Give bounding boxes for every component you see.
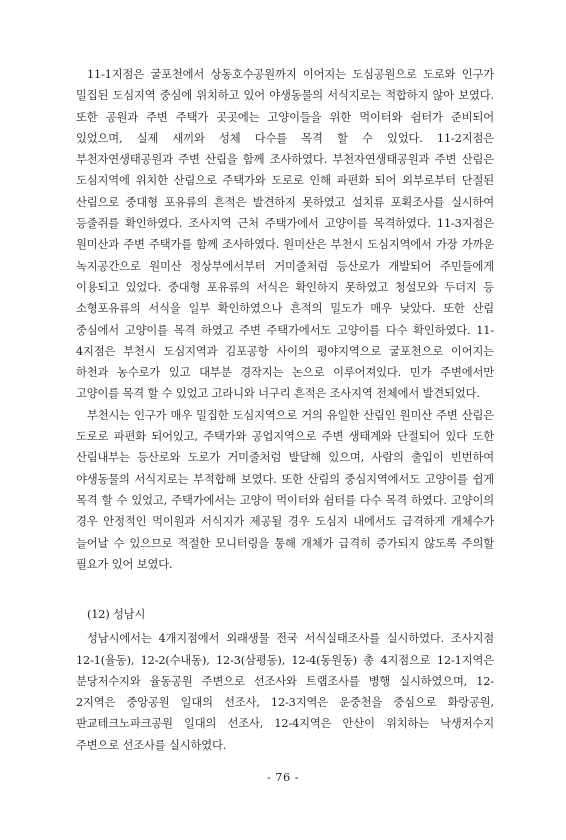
section-heading: (12) 성남시 — [87, 608, 146, 621]
bucheon-survey-text — [76, 64, 494, 575]
paragraph-seongnam-sites: 성남시에서는 4개지점에서 외래생물 전국 서식실태조사를 실시하였다. 조사지점 12-1(율동), 12-2(수내동), 12-3(삼평동), 12-4(동원동) 총 4지점으로 12-1지역은 분당저수지와 율동공원 주변으로 선조사와 트랩조사를 병행 실시하였으며, 12-2지역은 중앙공원 일대의 선조사, 12-3지역은 운중천을 중심으로 화랑공원, 판교테크노파크공원 일대의 선조사, 12-4지역은 안산이 위치하는 낙생저수지 주변으로 선조사를 실시하였다. — [76, 632, 494, 752]
paragraph-bucheon-summary: 부천시는 인구가 매우 밀집한 도심지역으로 거의 유일한 산림인 원미산 주변 산림은 도로로 파편화 되어있고, 주택가와 공업지역으로 주변 생태계와 단절되어 있다 도한 산림내부는 등산로와 도로가 거미줄처럼 발달해 있으며, 사람의 출입이 빈번하여 야생동물의 서식지로는 부적합해 보였다. 또한 산림의 중심지역에서도 고양이를 쉽게 목격 할 수 있었고, 주택가에서는 고양이 먹이터와 쉼터를 다수 목격 하였다. 고양이의 경우 안정적인 먹이원과 서식지가 제공될 경우 도심지 내에서도 급격하게 개체수가 늘어날 수 있으므로 적절한 모니터링을 통해 개체가 급격히 증가되지 않도록 주의할 필요가 있어 보였다. — [76, 408, 494, 571]
seongnam-section — [76, 604, 494, 756]
paragraph-bucheon-sites: 11-1지점은 굴포천에서 상동호수공원까지 이어지는 도심공원으로 도로와 인구가 밀집된 도심지역 중심에 위치하고 있어 야생동물의 서식지로는 적합하지 않아 보였다. 또한 공원과 주변 주택가 곳곳에는 고양이들을 위한 먹이터와 쉼터가 준비되어 있었으며, 실제 새끼와 성체 다수를 목격 할 수 있었다. 11-2지점은 부천자연생태공원과 주변 산림을 함께 조사하였다. 부천자연생태공원과 주변 산림은 도심지역에 위치한 산림으로 주택가와 도로로 인해 파편화 되어 외부로부터 단절된 산림으로 중대형 포유류의 흔적은 발견하지 못하였고 설치류 포획조사를 실시하여 등줄쥐를 확인하였다. 조사지역 근처 주택가에서 고양이를 목격하였다. 11-3지점은 원미산과 주변 주택가를 함께 조사하였다. 원미산은 부천시 도심지역에서 가장 가까운 녹지공간으로 원미산 정상부에서부터 거미줄처럼 등산로가 개발되어 주민들에게 이용되고 있었다. 중대형 포유류의 서식은 확인하지 못하였고 청설모와 두더지 등 소형포유류의 서식을 일부 확인하였으나 흔적의 밀도가 매우 낮았다. 또한 산림 중심에서 고양이를 목격 하였고 주변 주택가에서도 고양이를 다수 확인하였다. 11-4지점은 부천시 도심지역과 김포공항 사이의 평야지역으로 굴포천으로 이어지는 하천과 농수로가 있고 대부분 경작지는 논으로 이루어져있다. 민가 주변에서만 고양이를 목격 할 수 있었고 고라니와 너구리 흔적은 조사지역 전체에서 발견되었다. — [76, 68, 494, 401]
page-number: - 76 - — [266, 771, 300, 784]
